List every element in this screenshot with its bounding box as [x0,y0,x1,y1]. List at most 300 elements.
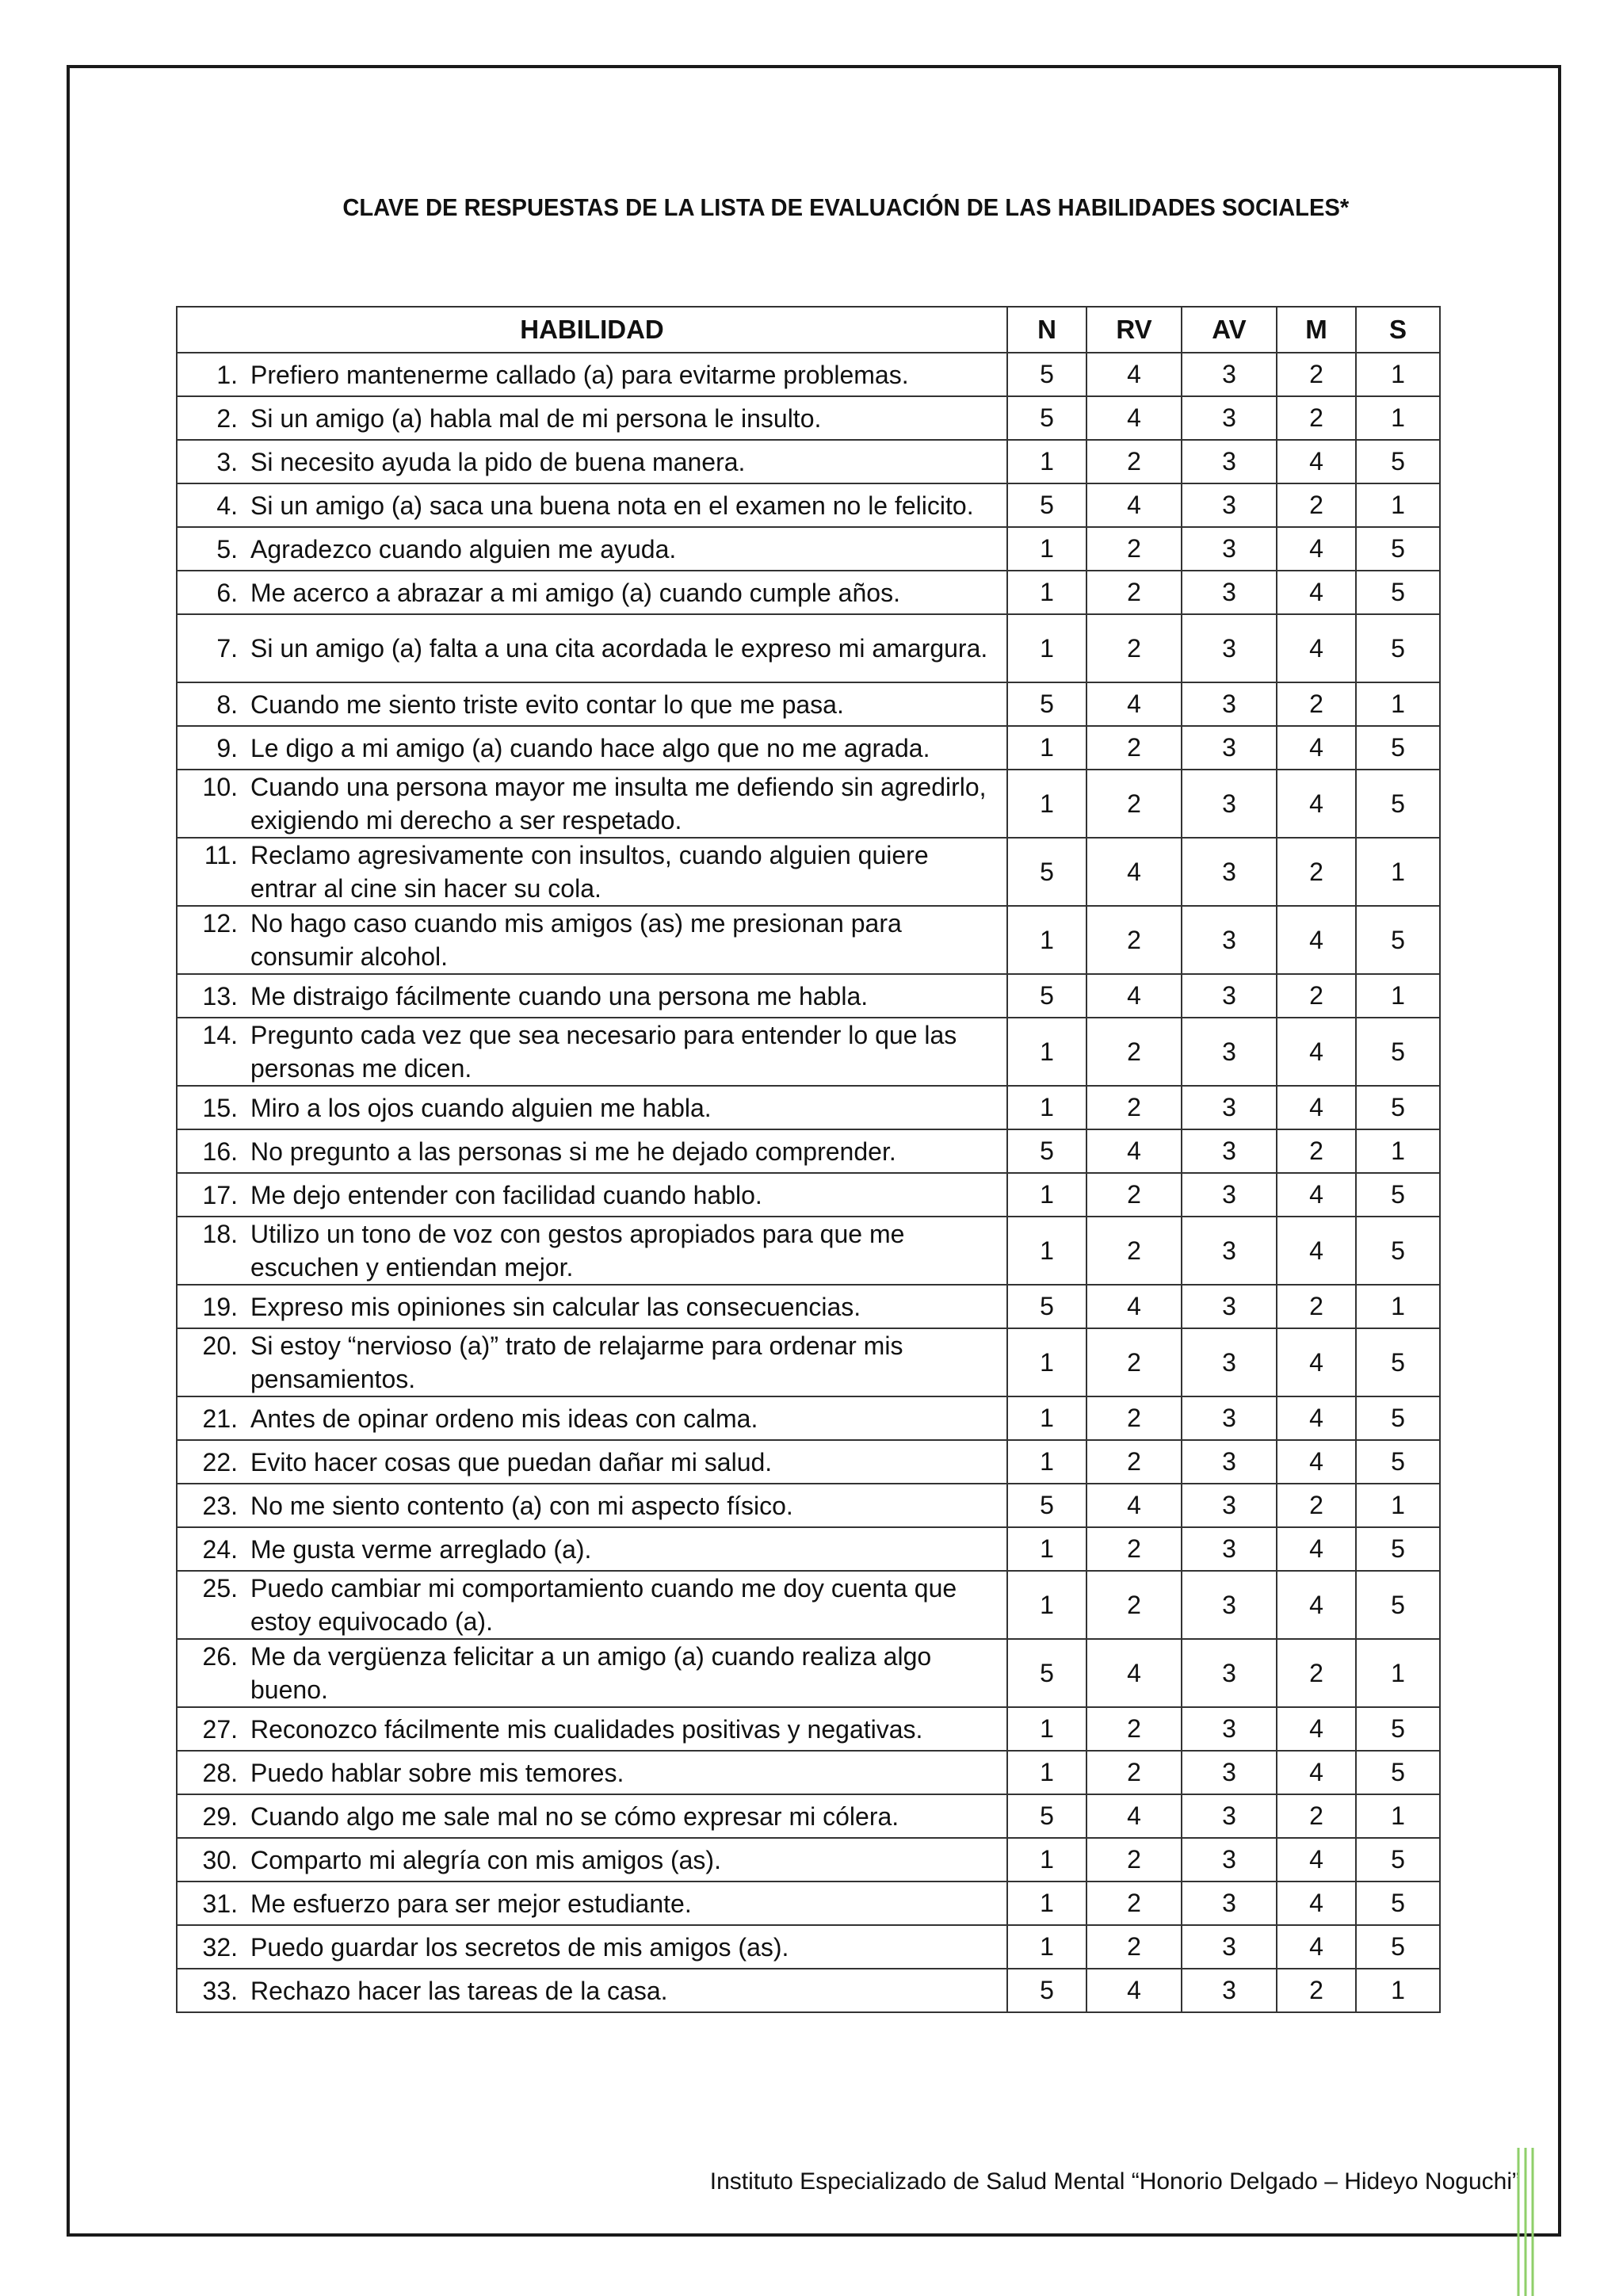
score-s: 5 [1356,1440,1440,1484]
score-s: 5 [1356,1086,1440,1129]
habilidad-cell [177,571,1007,614]
score-m: 4 [1277,1527,1356,1571]
score-av: 3 [1182,353,1277,396]
score-av: 3 [1182,906,1277,974]
score-av: 3 [1182,1129,1277,1173]
score-m: 4 [1277,1751,1356,1794]
table-row [177,726,1440,770]
item-number: 27. [202,1714,238,1744]
item-text: Me acerco a abrazar a mi amigo (a) cuando cumple años. [250,578,900,607]
score-n: 5 [1007,1794,1086,1838]
score-rv: 2 [1086,1018,1182,1086]
score-m: 4 [1277,440,1356,483]
score-s: 1 [1356,974,1440,1018]
item-text: Me distraigo fácilmente cuando una persona me habla. [250,981,869,1010]
score-rv: 2 [1086,1925,1182,1969]
item-number: 25. [202,1574,238,1603]
score-m: 4 [1277,1018,1356,1086]
score-n: 5 [1007,1285,1086,1328]
score-rv: 2 [1086,1838,1182,1881]
habilidad-cell [177,1794,1007,1838]
habilidad-cell [177,1925,1007,1969]
score-n: 1 [1007,1018,1086,1086]
score-n: 5 [1007,1484,1086,1527]
table-row [177,1794,1440,1838]
habilidad-cell [177,1751,1007,1794]
score-rv: 2 [1086,1881,1182,1925]
table-row [177,1969,1440,2012]
item-text: Me dejo entender con facilidad cuando hablo. [250,1180,762,1209]
score-s: 1 [1356,1639,1440,1707]
item-text: Rechazo hacer las tareas de la casa. [250,1976,668,2005]
table-row [177,682,1440,726]
table-row [177,1707,1440,1751]
score-rv: 4 [1086,682,1182,726]
score-rv: 2 [1086,906,1182,974]
score-m: 2 [1277,396,1356,440]
table-row [177,1527,1440,1571]
item-text: Miro a los ojos cuando alguien me habla. [250,1093,712,1122]
score-m: 4 [1277,1328,1356,1396]
score-s: 1 [1356,396,1440,440]
score-m: 4 [1277,571,1356,614]
score-m: 4 [1277,1881,1356,1925]
item-number: 15. [202,1093,238,1122]
item-text: Evito hacer cosas que puedan dañar mi salud. [250,1447,773,1477]
score-s: 5 [1356,1571,1440,1639]
score-av: 3 [1182,1838,1277,1881]
table-row [177,1129,1440,1173]
table-row [177,396,1440,440]
table-row [177,1086,1440,1129]
habilidad-cell [177,1129,1007,1173]
score-s: 1 [1356,1969,1440,2012]
item-text: Le digo a mi amigo (a) cuando hace algo que no me agrada. [250,733,930,762]
score-rv: 4 [1086,1285,1182,1328]
score-s: 5 [1356,571,1440,614]
table-header-row [177,307,1440,353]
table-row [177,1285,1440,1328]
habilidad-cell [177,682,1007,726]
item-number: 18. [202,1220,238,1248]
score-m: 4 [1277,1396,1356,1440]
habilidad-cell [177,906,1007,974]
habilidad-cell [177,483,1007,527]
score-s: 1 [1356,1794,1440,1838]
score-m: 4 [1277,1707,1356,1751]
score-s: 5 [1356,906,1440,974]
item-number: 22. [202,1447,238,1477]
score-s: 1 [1356,838,1440,906]
score-m: 4 [1277,1086,1356,1129]
score-av: 3 [1182,974,1277,1018]
footer-institution: Instituto Especializado de Salud Mental “Honorio Delgado – Hideyo Noguchi” [709,2168,1520,2195]
score-n: 5 [1007,1129,1086,1173]
table-row [177,440,1440,483]
score-rv: 2 [1086,440,1182,483]
score-n: 5 [1007,974,1086,1018]
habilidad-cell [177,353,1007,396]
score-s: 5 [1356,1881,1440,1925]
habilidad-cell [177,1527,1007,1571]
score-m: 2 [1277,1484,1356,1527]
table-row [177,770,1440,838]
table-row [177,906,1440,974]
score-n: 5 [1007,838,1086,906]
habilidad-cell [177,1838,1007,1881]
score-av: 3 [1182,1881,1277,1925]
score-m: 4 [1277,527,1356,571]
item-text: Pregunto cada vez que sea necesario para entender lo que las personas me dicen. [250,1021,957,1083]
item-number: 3. [216,447,238,476]
habilidad-cell [177,1639,1007,1707]
score-av: 3 [1182,1639,1277,1707]
score-m: 2 [1277,838,1356,906]
habilidad-cell [177,396,1007,440]
score-rv: 4 [1086,1129,1182,1173]
score-n: 5 [1007,483,1086,527]
score-s: 5 [1356,527,1440,571]
score-av: 3 [1182,1086,1277,1129]
score-av: 3 [1182,1707,1277,1751]
score-n: 1 [1007,1527,1086,1571]
score-av: 3 [1182,1527,1277,1571]
table-row [177,1571,1440,1639]
habilidad-cell [177,1969,1007,2012]
item-text: Antes de opinar ordeno mis ideas con calma. [250,1404,758,1433]
score-rv: 2 [1086,1707,1182,1751]
score-m: 4 [1277,906,1356,974]
habilidad-cell [177,1881,1007,1925]
score-s: 5 [1356,614,1440,682]
table-row [177,1328,1440,1396]
item-text: Me da vergüenza felicitar a un amigo (a) cuando realiza algo bueno. [250,1642,932,1704]
table-row [177,1881,1440,1925]
habilidad-cell [177,1440,1007,1484]
score-s: 5 [1356,1925,1440,1969]
header-rv: RV [1086,307,1182,353]
habilidad-cell [177,838,1007,906]
score-av: 3 [1182,1794,1277,1838]
score-av: 3 [1182,440,1277,483]
score-s: 5 [1356,1173,1440,1217]
item-text: Reconozco fácilmente mis cualidades positivas y negativas. [250,1714,923,1744]
item-text: Cuando una persona mayor me insulta me defiendo sin agredirlo, exigiendo mi derecho a ser respetado. [250,773,987,835]
item-text: Si un amigo (a) saca una buena nota en el examen no le felicito. [250,491,974,520]
table-row [177,1484,1440,1527]
item-text: Cuando algo me sale mal no se cómo expresar mi cólera. [250,1801,899,1831]
table-row [177,571,1440,614]
score-av: 3 [1182,483,1277,527]
table-body [177,353,1440,2012]
table-row [177,974,1440,1018]
score-n: 1 [1007,614,1086,682]
document-title: CLAVE DE RESPUESTAS DE LA LISTA DE EVALUACIÓN DE LAS HABILIDADES SOCIALES* [342,193,1350,221]
habilidad-cell [177,1707,1007,1751]
score-av: 3 [1182,1751,1277,1794]
header-n: N [1007,307,1086,353]
score-s: 5 [1356,440,1440,483]
score-av: 3 [1182,571,1277,614]
score-n: 1 [1007,1328,1086,1396]
item-text: Expreso mis opiniones sin calcular las consecuencias. [250,1292,861,1321]
score-n: 5 [1007,353,1086,396]
score-av: 3 [1182,726,1277,770]
item-number: 31. [202,1889,238,1918]
item-number: 24. [202,1534,238,1564]
score-rv: 4 [1086,1639,1182,1707]
habilidad-cell [177,1086,1007,1129]
score-s: 5 [1356,1018,1440,1086]
score-n: 1 [1007,770,1086,838]
habilidad-cell [177,1484,1007,1527]
score-m: 2 [1277,1639,1356,1707]
score-n: 1 [1007,440,1086,483]
item-number: 20. [202,1331,238,1360]
item-number: 19. [202,1292,238,1321]
score-rv: 4 [1086,483,1182,527]
score-n: 1 [1007,571,1086,614]
score-n: 5 [1007,682,1086,726]
score-n: 1 [1007,1440,1086,1484]
habilidad-cell [177,1285,1007,1328]
score-m: 4 [1277,1440,1356,1484]
item-text: Comparto mi alegría con mis amigos (as). [250,1845,721,1874]
score-m: 2 [1277,1794,1356,1838]
item-number: 12. [202,909,238,938]
score-av: 3 [1182,1285,1277,1328]
score-n: 1 [1007,1751,1086,1794]
score-m: 4 [1277,1838,1356,1881]
score-n: 1 [1007,1925,1086,1969]
score-n: 1 [1007,1086,1086,1129]
score-av: 3 [1182,1217,1277,1285]
score-rv: 2 [1086,1527,1182,1571]
score-rv: 2 [1086,1396,1182,1440]
score-rv: 4 [1086,353,1182,396]
score-av: 3 [1182,1969,1277,2012]
score-rv: 4 [1086,838,1182,906]
header-s: S [1356,307,1440,353]
score-s: 5 [1356,1751,1440,1794]
table-row [177,614,1440,682]
table-row [177,1018,1440,1086]
score-n: 1 [1007,1707,1086,1751]
item-number: 9. [216,733,238,762]
score-m: 4 [1277,726,1356,770]
habilidad-cell [177,974,1007,1018]
score-rv: 2 [1086,1217,1182,1285]
score-m: 4 [1277,770,1356,838]
score-m: 2 [1277,1129,1356,1173]
item-number: 2. [216,403,238,433]
score-s: 5 [1356,1707,1440,1751]
score-rv: 2 [1086,1751,1182,1794]
score-av: 3 [1182,1925,1277,1969]
score-rv: 2 [1086,1173,1182,1217]
score-s: 5 [1356,770,1440,838]
score-n: 1 [1007,1838,1086,1881]
item-text: Si necesito ayuda la pido de buena manera. [250,447,746,476]
score-av: 3 [1182,1018,1277,1086]
item-text: Si un amigo (a) habla mal de mi persona le insulto. [250,403,822,433]
score-av: 3 [1182,614,1277,682]
score-n: 1 [1007,1881,1086,1925]
item-number: 5. [216,534,238,563]
score-rv: 2 [1086,1571,1182,1639]
score-av: 3 [1182,396,1277,440]
score-rv: 2 [1086,1440,1182,1484]
score-n: 1 [1007,906,1086,974]
score-n: 1 [1007,1396,1086,1440]
score-rv: 4 [1086,396,1182,440]
item-text: Puedo cambiar mi comportamiento cuando me doy cuenta que estoy equivocado (a). [250,1574,957,1636]
item-text: Si estoy “nervioso (a)” trato de relajarme para ordenar mis pensamientos. [250,1331,903,1393]
table-row [177,1838,1440,1881]
score-s: 1 [1356,1285,1440,1328]
habilidad-cell [177,614,1007,682]
habilidad-cell [177,527,1007,571]
score-m: 4 [1277,614,1356,682]
score-av: 3 [1182,770,1277,838]
score-av: 3 [1182,838,1277,906]
score-s: 5 [1356,1527,1440,1571]
score-av: 3 [1182,1396,1277,1440]
score-av: 3 [1182,1440,1277,1484]
item-number: 33. [202,1976,238,2005]
score-n: 1 [1007,1173,1086,1217]
table-row [177,1440,1440,1484]
score-s: 1 [1356,483,1440,527]
score-av: 3 [1182,1571,1277,1639]
item-number: 29. [202,1801,238,1831]
item-number: 16. [202,1137,238,1166]
score-rv: 2 [1086,1328,1182,1396]
score-s: 5 [1356,1328,1440,1396]
score-s: 5 [1356,1396,1440,1440]
table-row [177,1217,1440,1285]
habilidad-cell [177,1018,1007,1086]
habilidad-cell [177,1396,1007,1440]
item-number: 13. [202,981,238,1010]
score-av: 3 [1182,1173,1277,1217]
score-av: 3 [1182,1328,1277,1396]
table-row [177,1639,1440,1707]
item-text: Puedo guardar los secretos de mis amigos (as). [250,1932,789,1962]
score-m: 4 [1277,1925,1356,1969]
habilidad-cell [177,726,1007,770]
item-number: 21. [202,1404,238,1433]
item-text: Puedo hablar sobre mis temores. [250,1758,624,1787]
item-number: 17. [202,1180,238,1209]
score-m: 4 [1277,1217,1356,1285]
item-text: Agradezco cuando alguien me ayuda. [250,534,677,563]
table-row [177,1751,1440,1794]
table-row [177,1173,1440,1217]
score-n: 5 [1007,396,1086,440]
score-rv: 2 [1086,571,1182,614]
score-s: 1 [1356,353,1440,396]
score-rv: 4 [1086,1484,1182,1527]
item-number: 28. [202,1758,238,1787]
score-m: 4 [1277,1571,1356,1639]
item-text: No pregunto a las personas si me he dejado comprender. [250,1137,896,1166]
score-m: 2 [1277,974,1356,1018]
item-text: Utilizo un tono de voz con gestos apropiados para que me escuchen y entiendan mejor. [250,1220,905,1282]
score-s: 1 [1356,1484,1440,1527]
habilidad-cell [177,1217,1007,1285]
score-m: 2 [1277,682,1356,726]
score-s: 5 [1356,726,1440,770]
item-number: 10. [202,773,238,801]
score-n: 1 [1007,1571,1086,1639]
habilidad-cell [177,770,1007,838]
table-row [177,1396,1440,1440]
decorative-lines [1514,2148,1545,2296]
score-rv: 2 [1086,527,1182,571]
item-number: 32. [202,1932,238,1962]
score-n: 5 [1007,1639,1086,1707]
header-habilidad: HABILIDAD [177,307,1007,353]
item-number: 11. [204,841,238,869]
item-text: Me gusta verme arreglado (a). [250,1534,592,1564]
score-rv: 2 [1086,770,1182,838]
item-number: 26. [202,1642,238,1671]
table-row [177,483,1440,527]
item-number: 4. [216,491,238,520]
item-number: 7. [216,634,238,663]
score-n: 1 [1007,1217,1086,1285]
table-row [177,838,1440,906]
habilidad-cell [177,1571,1007,1639]
score-rv: 4 [1086,1969,1182,2012]
score-rv: 4 [1086,1794,1182,1838]
score-m: 2 [1277,353,1356,396]
item-number: 6. [216,578,238,607]
item-number: 14. [202,1021,238,1049]
score-s: 1 [1356,682,1440,726]
answer-key-table [176,306,1441,2013]
item-text: Cuando me siento triste evito contar lo que me pasa. [250,690,844,719]
item-text: Prefiero mantenerme callado (a) para evitarme problemas. [250,360,909,389]
item-number: 30. [202,1845,238,1874]
score-m: 2 [1277,1969,1356,2012]
score-m: 2 [1277,483,1356,527]
habilidad-cell [177,1173,1007,1217]
score-m: 2 [1277,1285,1356,1328]
score-rv: 2 [1086,726,1182,770]
table-row [177,527,1440,571]
score-s: 1 [1356,1129,1440,1173]
score-rv: 2 [1086,614,1182,682]
item-number: 1. [216,360,238,389]
item-text: No hago caso cuando mis amigos (as) me presionan para consumir alcohol. [250,909,902,971]
score-m: 4 [1277,1173,1356,1217]
score-n: 1 [1007,726,1086,770]
score-rv: 4 [1086,974,1182,1018]
score-n: 1 [1007,527,1086,571]
score-n: 5 [1007,1969,1086,2012]
item-text: No me siento contento (a) con mi aspecto físico. [250,1491,793,1520]
item-text: Me esfuerzo para ser mejor estudiante. [250,1889,692,1918]
score-s: 5 [1356,1838,1440,1881]
score-av: 3 [1182,682,1277,726]
table-row [177,353,1440,396]
item-text: Si un amigo (a) falta a una cita acordada le expreso mi amargura. [250,634,988,663]
score-av: 3 [1182,527,1277,571]
table-row [177,1925,1440,1969]
score-av: 3 [1182,1484,1277,1527]
